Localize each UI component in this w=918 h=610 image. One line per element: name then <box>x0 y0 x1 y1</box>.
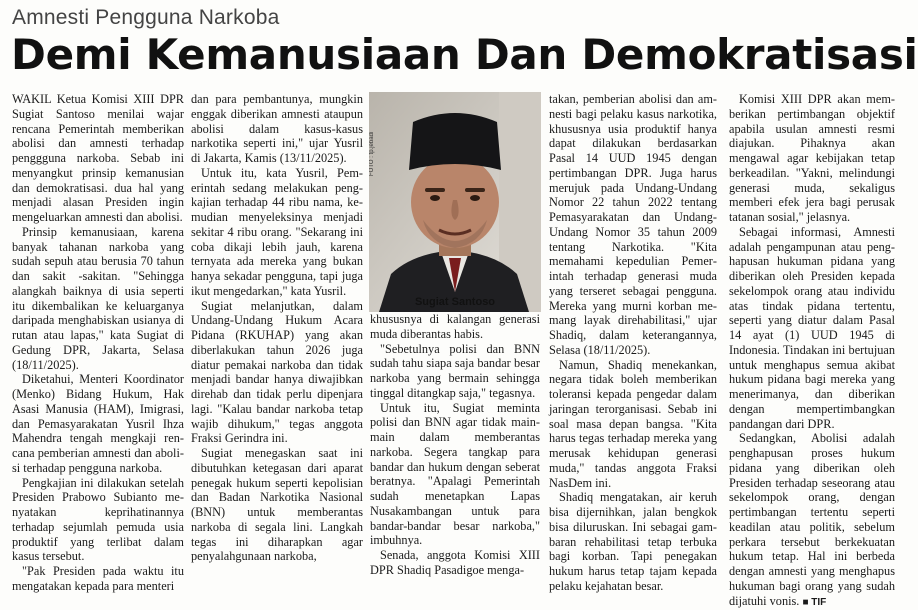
article-column-2 <box>191 92 363 564</box>
paragraph: "Pak Presiden pada waktu itu mengatakan kepada para menteri <box>12 564 184 593</box>
paragraph: Sugiat menegaskan saat ini dibutuhkan ketegasan dari aparat penegak hukum seperti kepolisian dan Badan Narkotika Nasional (BNN) untuk memberantas narkoba di segala lini. Langkah tegas ini diharapkan agar penyalahgunaan narkoba, <box>191 446 363 564</box>
paragraph: Pengkajian ini dilakukan setelah Presiden Prabowo Subianto menyatakan keprihatinannya terhadap sejumlah pemuda usia produktif yang terlibat dalam kasus tersebut. <box>12 475 184 564</box>
paragraph: Prinsip kemanusiaan, karena banyak tahanan narkoba yang sudah sepuh atau berusia 70 tahun dan sakit -sakitan. "Sehingga alangkah baiknya di usia seperti itu dikembalikan ke keluarganya daripada menghabiskan usianya di rutan atau lapas," kata Sugiat di Gedung DPR, Jakarta, Selasa (18/11/2025). <box>12 224 184 372</box>
paragraph: Namun, Shadiq menekankan, negara tidak boleh memberikan toleransi kepada pengedar dalam jaringan terorganisasi. Sebab ini soal masa depan bangsa. "Kita harus tegas terhadap mereka yang merusak kehidupan generasi muda," tandas anggota Fraksi NasDem ini. <box>549 357 717 490</box>
paragraph: Sugiat melanjutkan, dalam Undang-Undang Hukum Acara Pidana (RKUHAP) yang akan diberlakukan tahun 2026 juga diatur pemakai narkoba dan tidak menjadi bandar hanya diwajibkan direhab dan tidak perlu dipenjara lagi. "Kalau bandar narkoba tetap wajib dihukum," tegas anggota Fraksi Gerindra ini. <box>191 298 363 446</box>
paragraph: Diketahui, Menteri Koordinator (Menko) Bidang Hukum, Hak Asasi Manusia (HAM), Imigrasi, dan Pemasyarakatan Yusril Ihza Mahendra tengah mengkaji rencana pemberian amnesti dan abolisi terhadap pengguna narkoba. <box>12 372 184 475</box>
portrait-photo <box>369 92 541 312</box>
article-column-4 <box>729 92 895 608</box>
paragraph: "Sebetulnya polisi dan BNN sudah tahu siapa saja bandar besar narkoba yang bermain sehingga tinggal ditangkap saja," tegasnya. <box>370 341 540 400</box>
article-headline: Demi Kemanusiaan Dan Demokratisasi <box>11 30 918 79</box>
portrait-illustration <box>369 92 541 312</box>
paragraph: takan, pemberian abolisi dan amnesti bagi pelaku kasus narkotika, khususnya usia produktif hanya dapat dilakukan berdasarkan Pasal 14 UUD 1945 dengan pertimbangan DPR. Juga harus merujuk pada Undang-Undang Nomor 22 tahun 2022 tentang Pemasyarakatan dan Undang-Undang Nomor 35 tahun 2009 tentang Narkotika. "Kita memahami kepedulian Pemerintah terhadap generasi muda yang terseret sebagai pengguna. Mereka yang murni korban memang layak direhabilitasi," ujar Shadiq, dalam keterangannya, Selasa (18/11/2025). <box>549 92 717 357</box>
paragraph: Sebagai informasi, Amnesti adalah pengampunan atau penghapusan hukuman pidana yang diberikan oleh Presiden kepada sekelompok orang atau individu atas tindak pidana tertentu, seperti yang diatur dalam Pasal 14 ayat (1) UUD 1945 di Indonesia. Tindakan ini bertujuan untuk menghapus semua akibat hukum pidana bagi mereka yang menerimanya, dan diberikan dengan mempertimbangkan pandangan dari DPR. <box>729 224 895 431</box>
paragraph: Komisi XIII DPR akan memberikan pertimbangan objektif apabila usulan amnesti resmi diajukan. Pihaknya akan mengawal agar kebijakan tetap berkeadilan. "Yakni, melindungi generasi muda, sekaligus memberi efek jera bagi perusak tatanan sosial," jelasnya. <box>729 92 895 224</box>
paragraph: Untuk itu, kata Yusril, Pemerintah sedang melakukan pengkajian terhadap 44 ribu nama, kemudian menyeleksinya menjadi sekitar 4 ribu orang. "Sekarang ini coba dikaji lebih jauh, karena ternyata ada mereka yang bukan hanya sekadar pengguna, tapi juga ikut mengedarkan," kata Yusril. <box>191 165 363 298</box>
photo-caption: Sugiat Santoso <box>414 296 496 308</box>
paragraph: Senada, anggota Komisi XIII DPR Shadiq Pasadigoe menga- <box>370 548 540 577</box>
paragraph: dan para pembantunya, mungkin enggak diberikan amnesti ataupun abolisi dalam kasus-kasus narkotika seperti ini," ujar Yusril di Jakarta, Kamis (13/11/2025). <box>191 92 363 165</box>
article-column-3 <box>549 92 717 593</box>
article-column-2b <box>370 312 540 577</box>
article-column-1 <box>12 92 184 593</box>
paragraph: khususnya di kalangan generasi muda diberantas habis. <box>370 312 540 341</box>
end-mark: ■ TIF <box>802 596 827 608</box>
photo-credit: FOTO : tp.jebadi <box>369 131 375 176</box>
paragraph-text: Sedangkan, Abolisi adalah penghapusan proses hukum pidana yang diberikan oleh Presiden terhadap seseorang atau sekelompok orang, dengan pertimbangan tertentu seperti keadilan atau politik, sebelum perkara tersebut berkekuatan hukum tetap. Hal ini berbeda dengan amnesti yang menghapus hukuman bagi orang yang sudah dijatuhi vonis. <box>729 431 895 608</box>
article-kicker: Amnesti Pengguna Narkoba <box>12 6 280 29</box>
paragraph: WAKIL Ketua Komisi XIII DPR Sugiat Santoso menilai wajar rencana Pemerintah memberikan abolisi dan amnesti terhadap penggguna narkoba. Sebab ini menyangkut prinsip kemanusian dan demokratisasi. dua hal yang menjadi alasan Presiden ingin mengeluarkan amnesti dan abolisi. <box>12 92 184 224</box>
paragraph: Untuk itu, Sugiat meminta polisi dan BNN agar tidak main-main dalam memberantas narkoba. Segera tangkap para bandar dan hukum dengan seberat beratnya. "Apalagi Pemerintah sudah menetapkan Lapas Nusakambangan untuk para bandar-bandar besar narkoba," imbuhnya. <box>370 400 540 548</box>
paragraph <box>729 431 895 610</box>
paragraph: Shadiq mengatakan, air keruh bisa dijernihkan, jalan bengkok bisa diluruskan. Ini sebagai gambaran rehabilitasi tetap terbuka bagi korban. Tapi penegakan hukum harus tetap tajam kepada pelaku kejahatan besar. <box>549 490 717 593</box>
